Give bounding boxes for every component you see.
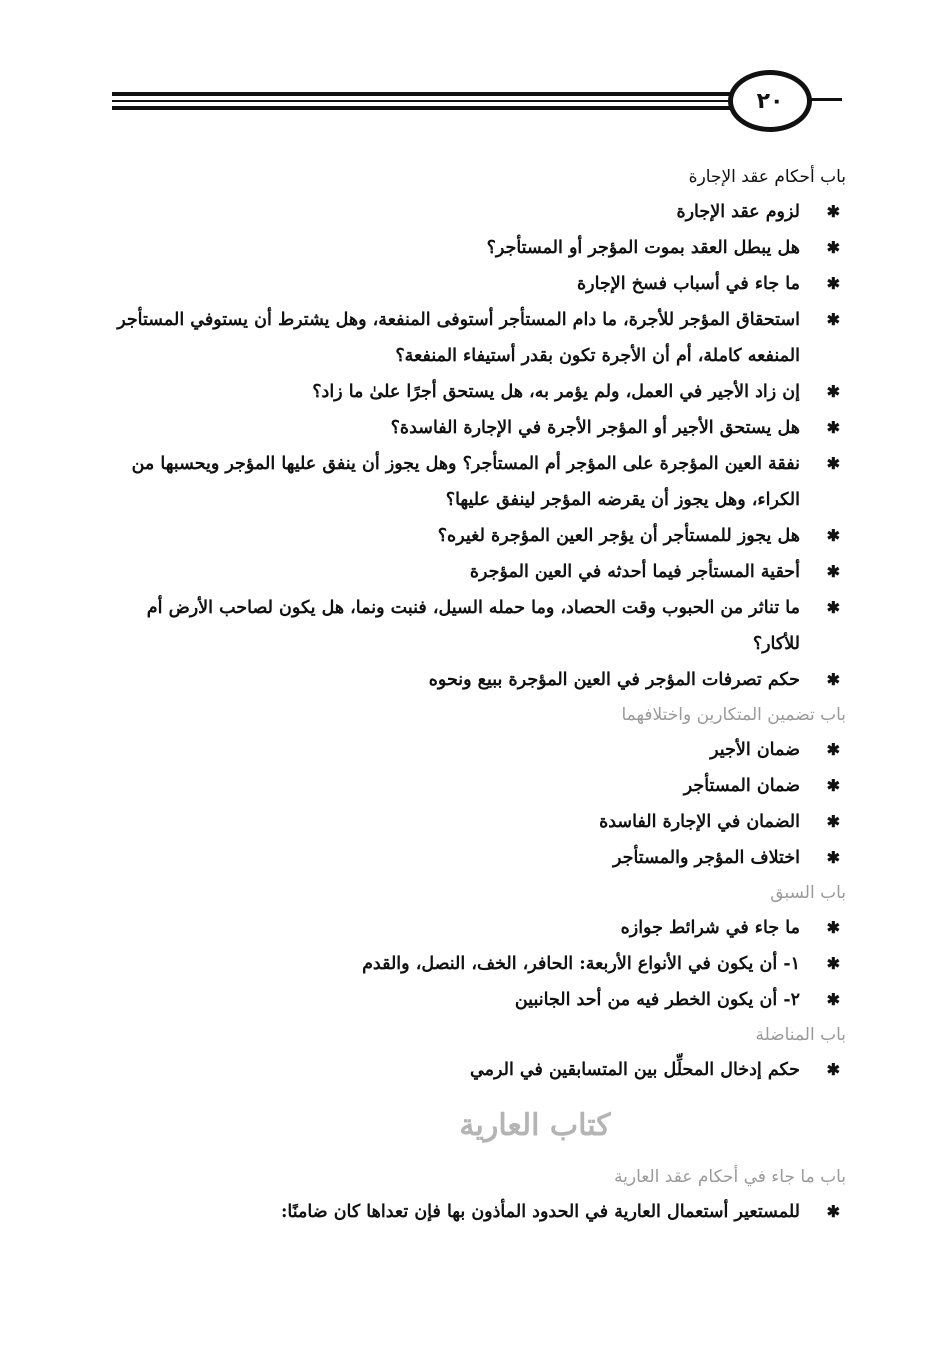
list-item bbox=[110, 590, 840, 662]
asterisk-bullet-icon: ✱ bbox=[826, 418, 840, 437]
page-number: ٢٠ bbox=[756, 88, 784, 114]
list-item bbox=[110, 910, 840, 946]
asterisk-bullet-icon: ✱ bbox=[826, 310, 840, 329]
header-rule-top bbox=[112, 92, 738, 96]
asterisk-bullet-icon: ✱ bbox=[826, 382, 840, 401]
asterisk-bullet-icon: ✱ bbox=[826, 1202, 840, 1221]
section-title: باب تضمين المتكارين واختلافهما bbox=[621, 705, 846, 725]
list-item-text: ١- أن يكون في الأنواع الأربعة: الحافر، الخف، النصل، والقدم bbox=[362, 954, 800, 974]
asterisk-bullet-icon: ✱ bbox=[826, 454, 840, 473]
list-item bbox=[110, 374, 840, 410]
list-item-text: حكم إدخال المحلِّل بين المتسابقين في الرمي bbox=[470, 1060, 800, 1080]
asterisk-bullet-icon: ✱ bbox=[826, 670, 840, 689]
asterisk-bullet-icon: ✱ bbox=[826, 954, 840, 973]
asterisk-bullet-icon: ✱ bbox=[826, 776, 840, 795]
section-title: باب أحكام عقد الإجارة bbox=[688, 167, 846, 187]
list-item-text: إن زاد الأجير في العمل، ولم يؤمر به، هل يستحق أجرًا علىٰ ما زاد؟ bbox=[312, 382, 800, 402]
book-title: كتاب العارية bbox=[459, 1108, 611, 1143]
list-item bbox=[110, 1194, 840, 1230]
header-rule-middle bbox=[112, 100, 738, 102]
list-item-text: ٢- أن يكون الخطر فيه من أحد الجانبين bbox=[514, 990, 800, 1010]
asterisk-bullet-icon: ✱ bbox=[826, 812, 840, 831]
list-item bbox=[110, 982, 840, 1018]
list-item bbox=[110, 230, 840, 266]
page-content bbox=[110, 160, 846, 1230]
section-title: باب المناضلة bbox=[755, 1025, 846, 1045]
asterisk-bullet-icon: ✱ bbox=[826, 918, 840, 937]
asterisk-bullet-icon: ✱ bbox=[826, 238, 840, 257]
list-item bbox=[110, 840, 840, 876]
list-item-text: ما جاء في شرائط جوازه bbox=[620, 918, 800, 938]
page-header bbox=[0, 62, 948, 142]
list-item-text: الضمان في الإجارة الفاسدة bbox=[599, 812, 800, 832]
list-item-text: أحقية المستأجر فيما أحدثه في العين المؤجرة bbox=[469, 562, 800, 582]
list-item bbox=[110, 518, 840, 554]
list-item-text: استحقاق المؤجر للأجرة، ما دام المستأجر أستوفى المنفعة، وهل يشترط أن يستوفي المستأجر المنفعه كاملة، أم أن الأجرة تكون بقدر أستيفاء المنفعة؟ bbox=[117, 310, 800, 366]
asterisk-bullet-icon: ✱ bbox=[826, 990, 840, 1009]
section-title: باب السبق bbox=[770, 883, 846, 903]
list-item-text: حكم تصرفات المؤجر في العين المؤجرة ببيع ونحوه bbox=[428, 670, 800, 690]
section-title: باب ما جاء في أحكام عقد العارية bbox=[614, 1167, 846, 1187]
list-item bbox=[110, 302, 840, 374]
list-item bbox=[110, 410, 840, 446]
asterisk-bullet-icon: ✱ bbox=[826, 562, 840, 581]
list-item-text: ضمان الأجير bbox=[710, 740, 800, 760]
asterisk-bullet-icon: ✱ bbox=[826, 526, 840, 545]
list-item-text: نفقة العين المؤجرة على المؤجر أم المستأجر؟ وهل يجوز أن ينفق عليها المؤجر ويحسبها من الكراء، وهل يجوز أن يقرضه المؤجر لينفق عليها؟ bbox=[131, 454, 800, 510]
list-item-text: للمستعير أستعمال العارية في الحدود المأذون بها فإن تعداها كان ضامنًا: bbox=[280, 1202, 800, 1222]
list-item-text: هل يستحق الأجير أو المؤجر الأجرة في الإجارة الفاسدة؟ bbox=[390, 418, 800, 438]
list-item bbox=[110, 804, 840, 840]
list-item bbox=[110, 946, 840, 982]
list-item-text: ضمان المستأجر bbox=[683, 776, 800, 796]
asterisk-bullet-icon: ✱ bbox=[826, 598, 840, 617]
list-item bbox=[110, 768, 840, 804]
page-number-badge bbox=[728, 70, 812, 132]
asterisk-bullet-icon: ✱ bbox=[826, 202, 840, 221]
list-item-text: هل يجوز للمستأجر أن يؤجر العين المؤجرة لغيره؟ bbox=[437, 526, 800, 546]
asterisk-bullet-icon: ✱ bbox=[826, 1060, 840, 1079]
list-item-text: ما جاء في أسباب فسخ الإجارة bbox=[577, 274, 800, 294]
asterisk-bullet-icon: ✱ bbox=[826, 740, 840, 759]
header-rule-right bbox=[808, 98, 842, 101]
list-item bbox=[110, 732, 840, 768]
list-item bbox=[110, 194, 840, 230]
list-item bbox=[110, 446, 840, 518]
list-item bbox=[110, 554, 840, 590]
list-item bbox=[110, 1052, 840, 1088]
list-item-text: هل يبطل العقد بموت المؤجر أو المستأجر؟ bbox=[486, 238, 800, 258]
asterisk-bullet-icon: ✱ bbox=[826, 848, 840, 867]
header-rule-bottom bbox=[112, 106, 738, 110]
asterisk-bullet-icon: ✱ bbox=[826, 274, 840, 293]
list-item-text: ما تناثر من الحبوب وقت الحصاد، وما حمله السيل، فنبت ونما، هل يكون لصاحب الأرض أم للأكار؟ bbox=[146, 598, 800, 654]
list-item bbox=[110, 266, 840, 302]
list-item bbox=[110, 662, 840, 698]
list-item-text: لزوم عقد الإجارة bbox=[676, 202, 800, 222]
list-item-text: اختلاف المؤجر والمستأجر bbox=[612, 848, 800, 868]
